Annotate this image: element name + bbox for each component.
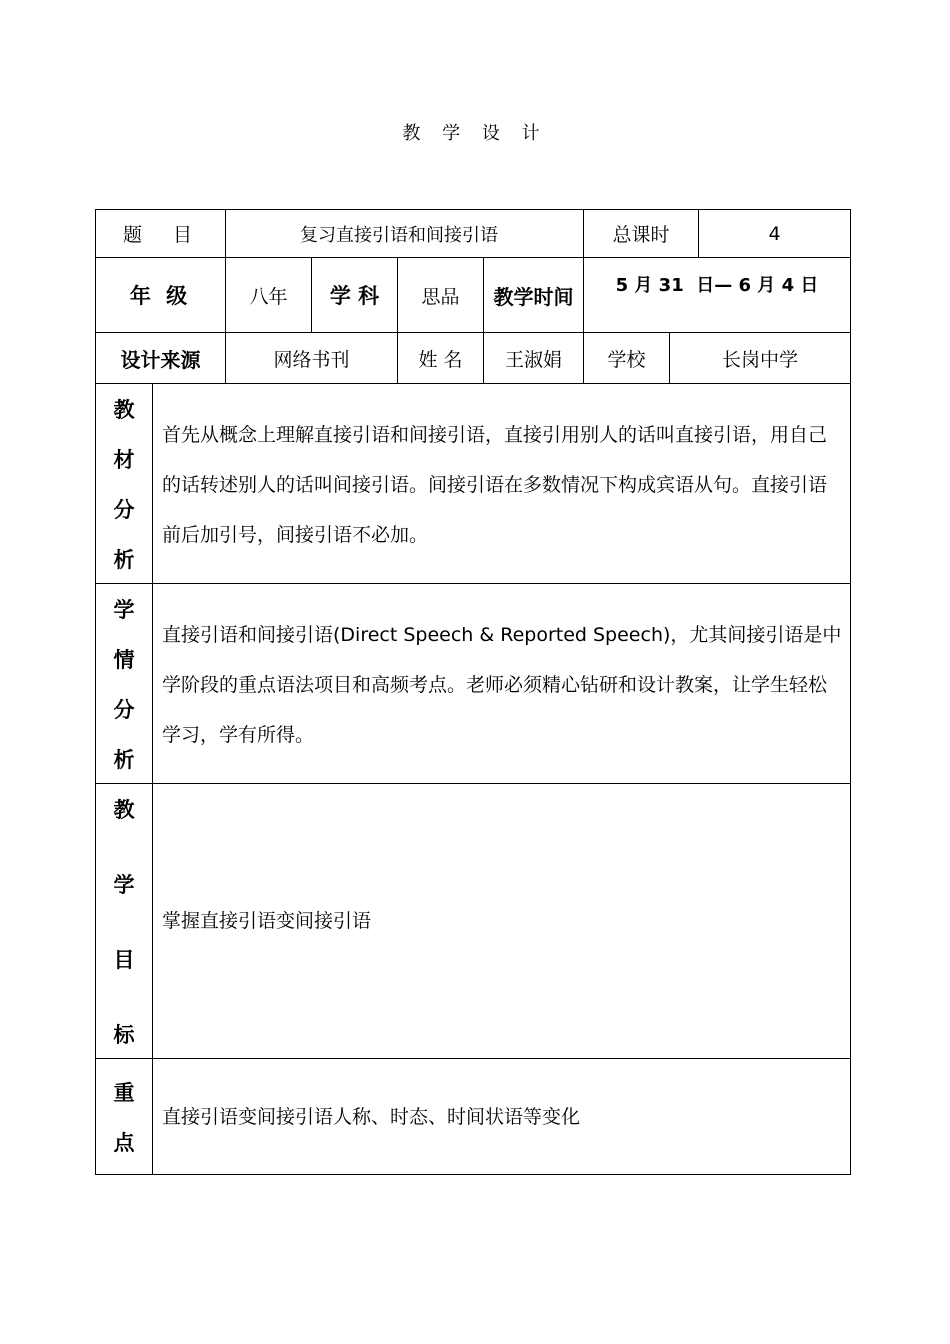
- label-char: 情: [113, 648, 135, 672]
- topic-value: 复习直接引语和间接引语: [300, 224, 498, 246]
- student-analysis-content: [162, 610, 842, 760]
- hours-value: 4: [768, 222, 781, 245]
- design-source-label: 设计来源: [120, 347, 201, 372]
- teaching-goal-label: [96, 784, 152, 1058]
- label-char: 分: [113, 498, 135, 522]
- content-line: 直接引语和间接引语(Direct Speech & Reported Speech)，尤其间接引语是中: [162, 624, 842, 646]
- design-source-value: 网络书刊: [273, 348, 350, 371]
- label-char: 材: [113, 448, 135, 472]
- row-divider: [95, 383, 851, 384]
- hours-label: 总课时: [612, 224, 670, 246]
- content-line: 学习，学有所得。: [162, 724, 315, 746]
- subject-label: 学 科: [329, 284, 380, 308]
- name-value: 王淑娟: [504, 348, 562, 371]
- col-divider: [152, 383, 153, 1175]
- teaching-time-label: 教学时间: [493, 284, 574, 309]
- key-points-content: 直接引语变间接引语人称、时态、时间状语等变化: [162, 1106, 581, 1128]
- student-analysis-label: [96, 584, 152, 783]
- document-title: 教 学 设 计: [402, 123, 548, 144]
- label-char: 教: [113, 398, 135, 422]
- content-line: 前后加引号，间接引语不必加。: [162, 524, 429, 546]
- teaching-time-value: 5 月 31 日— 6 月 4 日: [615, 275, 819, 296]
- label-char: 析: [113, 748, 135, 772]
- label-char: 析: [113, 548, 135, 572]
- school-label: 学校: [607, 348, 646, 371]
- label-char: 点: [113, 1131, 135, 1155]
- content-line: 首先从概念上理解直接引语和间接引语，直接引用别人的话叫直接引语，用自己: [162, 424, 828, 446]
- label-char: 标: [113, 1023, 135, 1047]
- grade-value: 八年: [249, 285, 288, 308]
- label-char: 重: [113, 1081, 135, 1105]
- label-char: 学: [113, 873, 135, 897]
- topic-label: 题 目: [122, 224, 198, 246]
- grade-label: 年 级: [129, 284, 192, 308]
- label-char: 目: [113, 948, 135, 972]
- row-divider: [95, 1058, 851, 1059]
- subject-value: 思品: [421, 285, 460, 308]
- teaching-goal-content: 掌握直接引语变间接引语: [162, 910, 372, 932]
- row-divider: [95, 583, 851, 584]
- label-char: 学: [113, 598, 135, 622]
- name-label: 姓 名: [418, 348, 463, 371]
- row-divider: [95, 783, 851, 784]
- school-value: 长岗中学: [721, 348, 798, 371]
- content-line: 的话转述别人的话叫间接引语。间接引语在多数情况下构成宾语从句。直接引语: [162, 474, 828, 496]
- material-analysis-label: [96, 384, 152, 583]
- label-char: 教: [113, 798, 135, 822]
- material-analysis-content: [162, 410, 842, 560]
- label-char: 分: [113, 698, 135, 722]
- key-points-label: [96, 1059, 152, 1175]
- content-line: 学阶段的重点语法项目和高频考点。老师必须精心钻研和设计教案，让学生轻松: [162, 674, 828, 696]
